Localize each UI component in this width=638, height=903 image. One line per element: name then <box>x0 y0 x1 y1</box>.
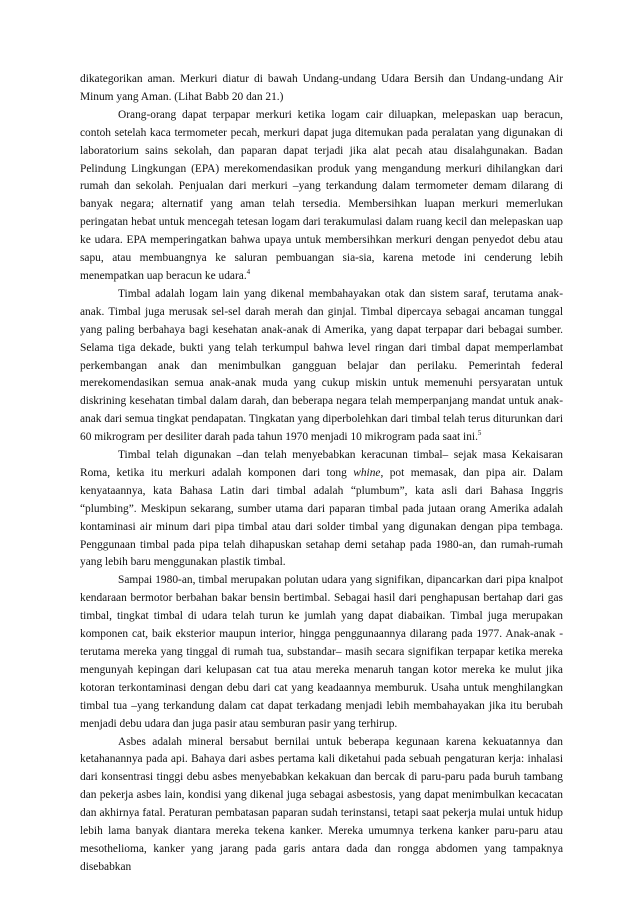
paragraph-lead-children <box>80 286 563 447</box>
paragraph-asbestos: Asbes adalah mineral bersabut bernilai untuk beberapa kegunaan karena kekuatannya dan ketahanannya pada api. Bahaya dari asbes pertama kali diketahui pada sebuah pengaturan kerja: inhalasi dari konsentrasi tinggi debu asbes menyebabkan kekakuan dan bercak di paru-paru pada buruh tambang dan pekerja asbes lain, kondisi yang dikenal juga sebagai asbestosis, yang dapat menimbulkan kecacatan dan akhirnya fatal. Peraturan pembatasan paparan sudah terinstansi, tetapi saat pekerja mulai untuk hidup lebih lama banyak diantara mereka tekena kanker. Mereka umumnya terkena kanker paru-paru atau mesothelioma, kanker yang jarang pada garis antara dada dan rongga abdomen yang tampaknya disebabkan <box>80 735 563 873</box>
paragraph-text: Timbal adalah logam lain yang dikenal membahayakan otak dan sistem saraf, terutama anak-anak. Timbal juga merusak sel-sel darah merah dan ginjal. Timbal dipercaya sebagai ancaman tunggal yang paling berbahaya bagi kesehatan anak-anak di Amerika, yang dapat terpapar dari bebagai sumber. Selama tiga dekade, bukti yang telah terkumpul bahwa level ringan dari timbal dapat memperlambat perkembangan anak dan menimbulkan gangguan belajar dan perilaku. Pemerintah federal merekomendasikan semua anak-anak muda yang cukup miskin untuk memenuhi persyaratan untuk diskrining kesehatan timbal dalam darah, dan beberapa negara telah memperpanjang mandat untuk anak-anak dari semua tingkat pendapatan. Tingkatan yang diperbolehkan dari timbal telah terus diturunkan dari 60 mikrogram per desiliter darah pada tahun 1970 menjadi 10 mikrogram pada saat ini. <box>80 287 563 444</box>
paragraph-text-before: Timbal telah digunakan –dan telah menyebabkan keracunan timbal– sejak masa Kekaisaran Roma, ketika itu merkuri adalah komponen dari tong <box>80 449 563 479</box>
paragraph-text-after: , pot memasak, dan pipa air. Dalam kenyataannya, kata Bahasa Latin dari timbal adalah “plumbum”, kata asli dari Bahasa Inggris “plumbing”. Meskipun sekarang, sumber utama dari paparan timbal pada jutaan orang Amerika adalah kontaminasi air minum dari pipa timbal atau dari solder timbal yang digunakan dengan pipa tembaga. Penggunaan timbal pada pipa telah dihapuskan setahap demi setahap pada 1980-an, dan rumah-rumah yang lebih baru menggunakan plastik timbal. <box>80 466 563 569</box>
footnote-marker: 4 <box>246 268 251 277</box>
paragraph-text: Orang-orang dapat terpapar merkuri ketika logam cair diluapkan, melepaskan uap beracun, contoh setelah kaca termometer pecah, merkuri dapat juga ditemukan pada peralatan yang digunakan di laboratorium sains sekolah, dan paparan dapat terjadi jika alat pecah atau disalahgunakan. Badan Pelindung Lingkungan (EPA) merekomendasikan produk yang mengandung merkuri dihilangkan dari rumah dan sekolah. Penjualan dari merkuri –yang terkandung dalam termometer demam dilarang di banyak negara; alternatif yang aman telah tersedia. Membersihkan luapan merkuri memerlukan peringatan hebat untuk mencegah tetesan logam dari terakumulasi dalam ruang kecil dan melepaskan uap ke udara. EPA memperingatkan bahwa upaya untuk membersihkan merkuri dengan penyedot debu atau sapu, atau membuangnya ke saluran pembuangan sia-sia, karena metode ini cenderung lebih menempatkan uap beracun ke udara. <box>80 108 563 282</box>
paragraph-lead-air-paint: Sampai 1980-an, timbal merupakan polutan udara yang signifikan, dipancarkan dari pipa knalpot kendaraan bermotor berbahan bakar bensin bertimbal. Sebagai hasil dari penghapusan bertahap dari gas timbal, tingkat timbal di udara telah turun ke jumlah yang dapat diabaikan. Timbal juga merupakan komponen cat, baik eksterior maupun interior, hingga penggunaannya dilarang pada 1977. Anak-anak -terutama mereka yang tinggal di rumah tua, substandar– masih secara signifikan terpapar ketika mereka mengunyah kepingan dari kelupasan cat tua atau mereka menaruh tangan kotor mereka ke mulut jika kotoran terkontaminasi dengan debu dari cat yang keadaannya memburuk. Usaha untuk menghilangkan timbal tua –yang terkandung dalam cat dapat terkadang menjadi lebih membahayakan jika itu berubah menjadi debu udara dan juga pasir atau semburan pasir yang terhirup. <box>80 574 563 730</box>
paragraph-mercury-exposure <box>80 107 563 286</box>
italic-term: whine <box>353 466 381 479</box>
paragraph-lead-history <box>80 447 563 572</box>
footnote-marker: 5 <box>477 429 482 438</box>
paragraph-mercury-regulation: dikategorikan aman. Merkuri diatur di bawah Undang-undang Udara Bersih dan Undang-undang Air Minum yang Aman. (Lihat Babb 20 dan 21.) <box>80 73 563 103</box>
